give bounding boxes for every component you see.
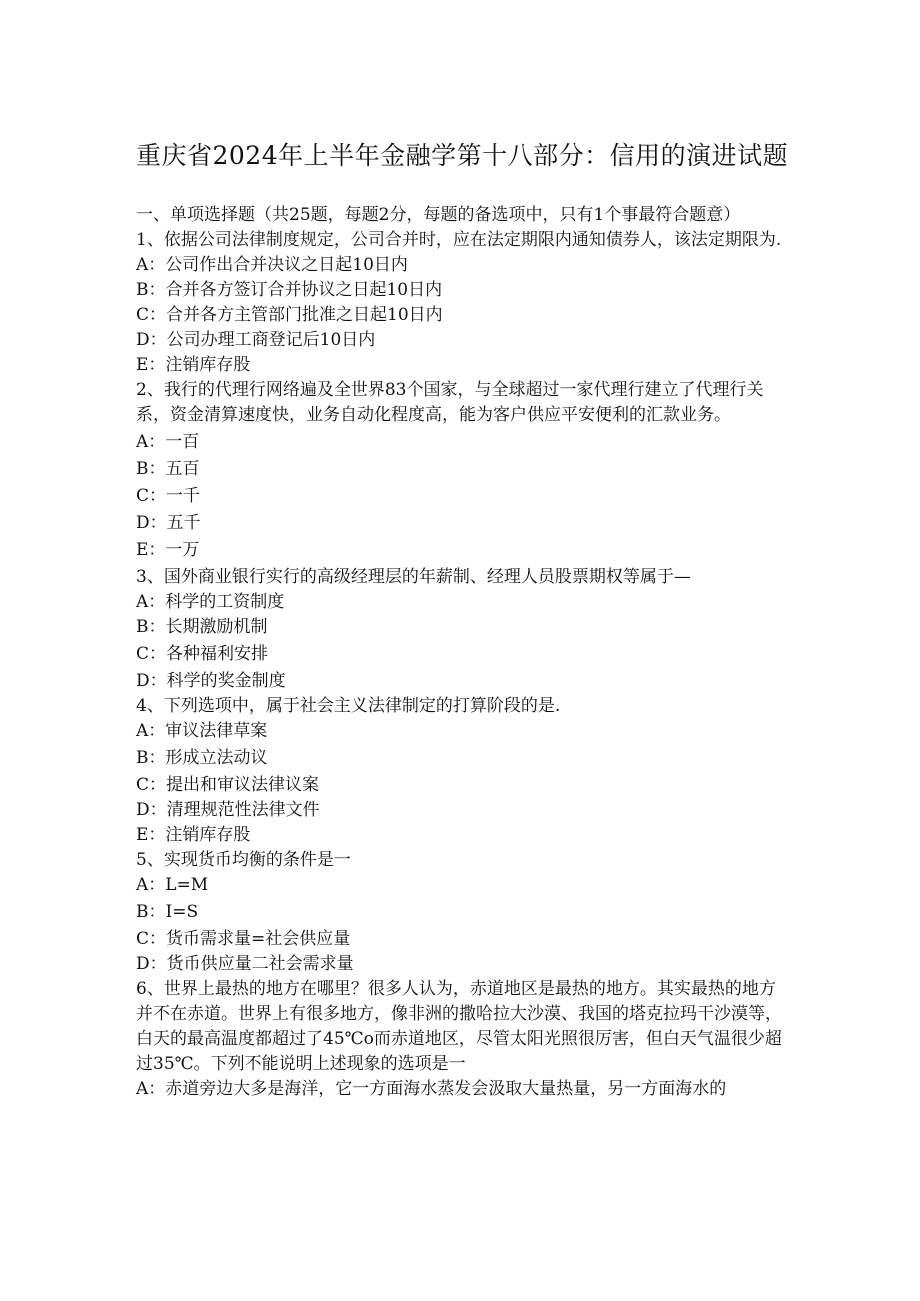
question-stem: 6、世界上最热的地方在哪里？很多人认为，赤道地区是最热的地方。其实最热的地方并不在赤道。世界上有很多地方，像非洲的撒哈拉大沙漠、我国的塔克拉玛干沙漠等，白天的最高温度都超过了45℃o而赤道地区，尽管太阳光照很厉害，但白天气温很少超过35℃。下列不能说明上述现象的选项是一 [136, 979, 782, 1074]
question-option: A：审议法律草案 [136, 721, 268, 741]
question-option: A：一百 [136, 432, 200, 452]
question-option: A：科学的工资制度 [136, 592, 285, 612]
question-stem: 5、实现货币均衡的条件是一 [136, 850, 351, 870]
question-option: D：公司办理工商登记后10日内 [136, 330, 376, 350]
question-option: B：I=S [136, 902, 199, 922]
document-body [136, 203, 786, 1102]
question-stem: 1、依据公司法律制度规定，公司合并时，应在法定期限内通知债券人，该法定期限为. [136, 230, 782, 250]
question-option: D：科学的奖金制度 [136, 671, 286, 691]
question-stem: 4、下列选项中，属于社会主义法律制定的打算阶段的是. [136, 696, 561, 716]
section-heading: 一、单项选择题（共25题，每题2分，每题的备选项中，只有1个事最符合题意） [136, 205, 741, 225]
question-option: D：五千 [136, 513, 201, 533]
question-option: C：提出和审议法律议案 [136, 775, 320, 795]
question-option: C：货币需求量=社会供应量 [136, 929, 351, 949]
question-option: E：一万 [136, 540, 200, 560]
question-option: B：长期激励机制 [136, 617, 268, 637]
question-stem: 3、国外商业银行实行的高级经理层的年薪制、经理人员股票期权等属于— [136, 567, 691, 587]
question-option: A：L=M [136, 875, 209, 895]
question-option: E：注销库存股 [136, 825, 251, 845]
question-option: B：形成立法动议 [136, 748, 268, 768]
question-option: B：合并各方签订合并协议之日起10日内 [136, 280, 443, 300]
question-option: D：清理规范性法律文件 [136, 800, 320, 820]
question-option: E：注销库存股 [136, 355, 251, 375]
question-option: A：赤道旁边大多是海洋，它一方面海水蒸发会汲取大量热量，另一方面海水的 [136, 1079, 727, 1099]
document-title: 重庆省2024年上半年金融学第十八部分：信用的演进试题 [136, 141, 789, 170]
question-option: A：公司作出合并决议之日起10日内 [136, 255, 408, 275]
question-option: C：一千 [136, 486, 201, 506]
question-option: C：合并各方主管部门批准之日起10日内 [136, 305, 443, 325]
question-option: D：货币供应量二社会需求量 [136, 954, 354, 974]
question-option: C：各种福利安排 [136, 644, 269, 664]
question-stem: 2、我行的代理行网络遍及全世界83个国家，与全球超过一家代理行建立了代理行关系，资金清算速度快，业务自动化程度高，能为客户供应平安便利的汇款业务。 [136, 380, 764, 425]
question-option: B：五百 [136, 459, 200, 479]
